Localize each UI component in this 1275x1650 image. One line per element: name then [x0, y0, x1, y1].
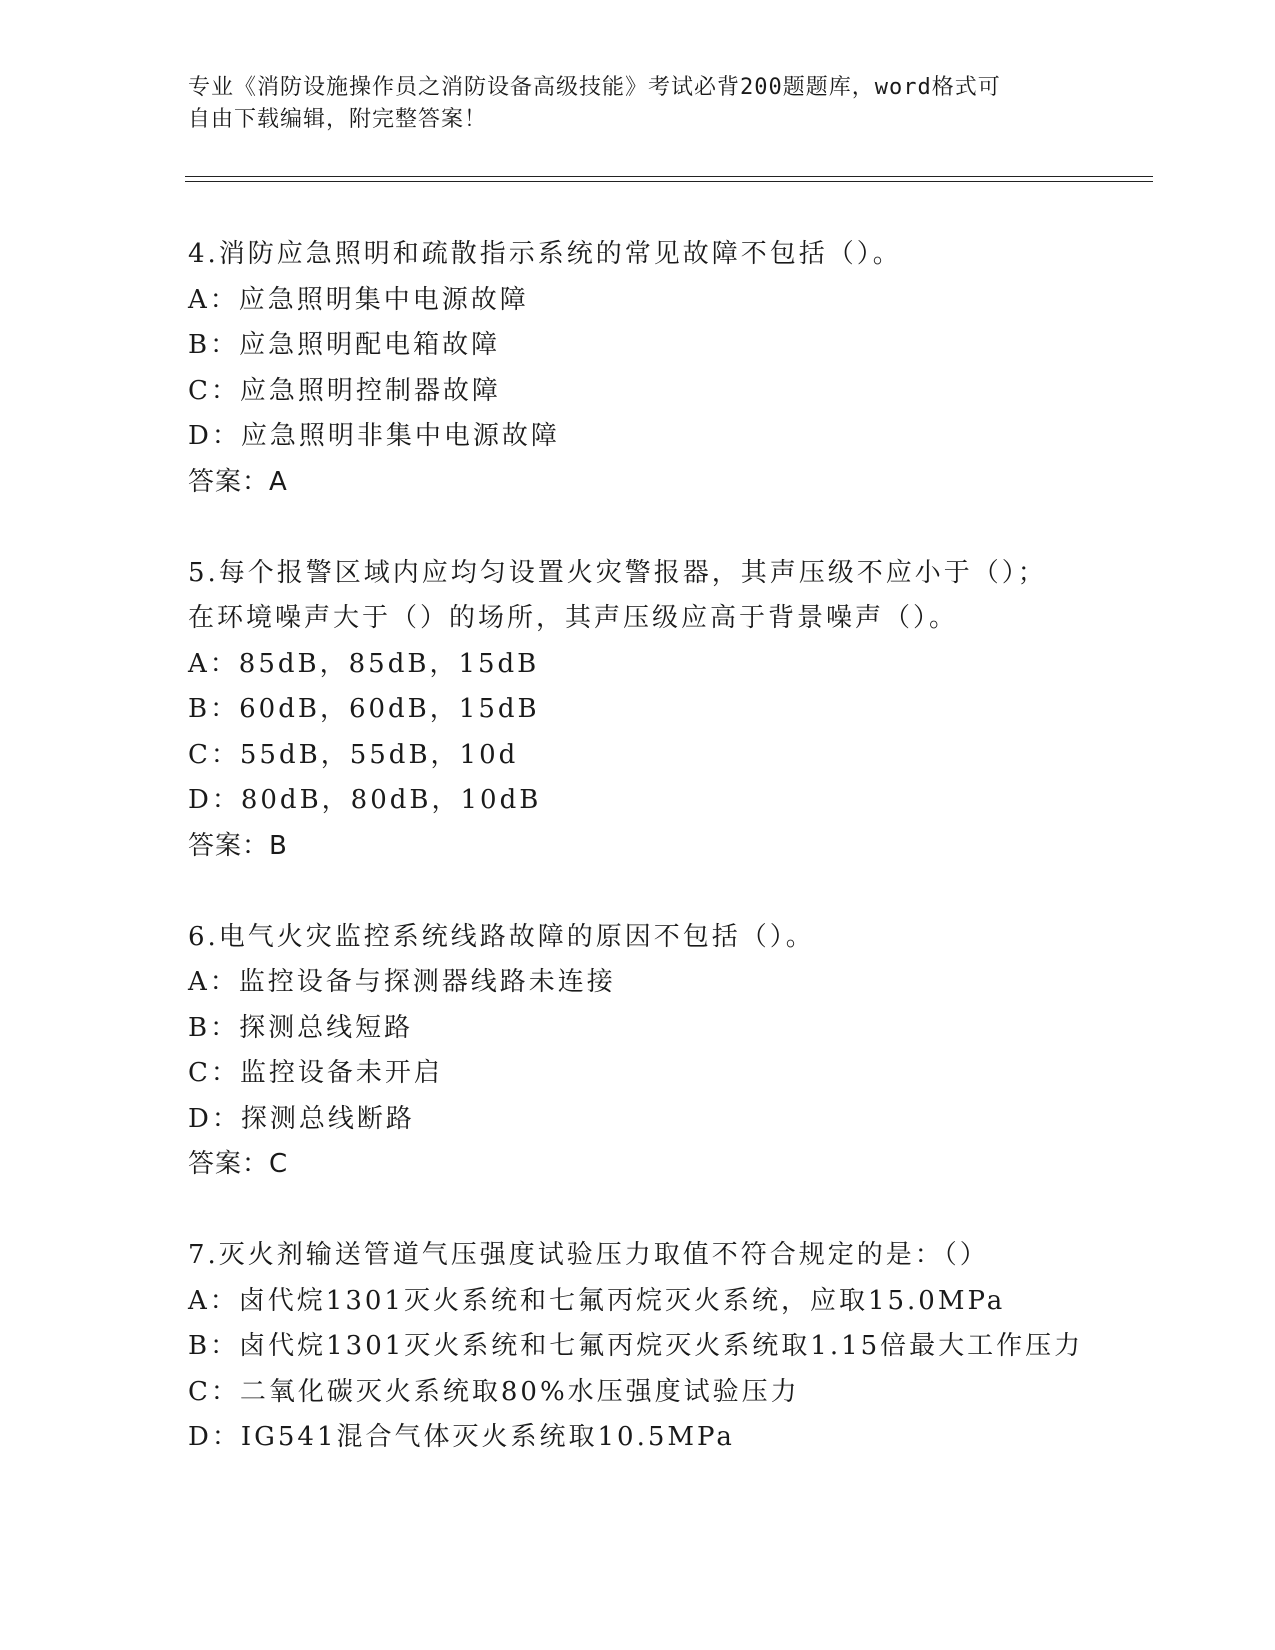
option-d: D：IG541混合气体灭火系统取10.5MPa	[188, 1422, 735, 1452]
document-header	[188, 72, 1068, 136]
answer-label: 答案：A	[188, 466, 288, 497]
option-a: A：85dB，85dB，15dB	[188, 648, 540, 679]
answer-label: 答案：B	[188, 830, 288, 861]
question-5	[188, 551, 1148, 869]
option-a: A：卤代烷1301灭火系统和七氟丙烷灭火系统，应取15.0MPa	[188, 1285, 1006, 1316]
question-6	[188, 915, 1148, 1188]
header-divider-top	[185, 176, 1153, 177]
header-line-2: 自由下载编辑，附完整答案！	[188, 107, 488, 132]
question-stem-continued: 在环境噪声大于（）的场所，其声压级应高于背景噪声（）。	[188, 603, 959, 633]
question-7	[188, 1233, 1148, 1461]
option-b: B：应急照明配电箱故障	[188, 330, 501, 360]
option-a: A：应急照明集中电源故障	[188, 284, 529, 315]
question-list	[188, 232, 1148, 1507]
option-d: D：应急照明非集中电源故障	[188, 421, 560, 451]
question-stem: 6.电气火灾监控系统线路故障的原因不包括（）。	[188, 921, 815, 952]
option-b: B：60dB，60dB，15dB	[188, 694, 540, 724]
question-stem: 5.每个报警区域内应均匀设置火灾警报器，其声压级不应小于（）；	[188, 557, 1047, 588]
option-d: D：80dB，80dB，10dB	[188, 785, 542, 815]
option-c: C：55dB，55dB，10d	[188, 739, 519, 770]
option-a: A：监控设备与探测器线路未连接	[188, 967, 616, 997]
question-4	[188, 232, 1148, 505]
answer-label: 答案：C	[188, 1149, 289, 1179]
header-line-1: 专业《消防设施操作员之消防设备高级技能》考试必背200题题库，word格式可	[188, 75, 1001, 100]
question-stem: 7.灭火剂输送管道气压强度试验压力取值不符合规定的是：（）	[188, 1240, 989, 1270]
question-stem: 4.消防应急照明和疏散指示系统的常见故障不包括（）。	[188, 239, 902, 269]
option-b: B：探测总线短路	[188, 1012, 414, 1043]
option-c: C：监控设备未开启	[188, 1058, 443, 1088]
option-c: C：应急照明控制器故障	[188, 375, 501, 406]
option-b: B：卤代烷1301灭火系统和七氟丙烷灭火系统取1.15倍最大工作压力	[188, 1331, 1084, 1361]
option-c: C：二氧化碳灭火系统取80%水压强度试验压力	[188, 1376, 800, 1407]
option-d: D：探测总线断路	[188, 1103, 415, 1134]
header-divider-bottom	[185, 181, 1153, 182]
